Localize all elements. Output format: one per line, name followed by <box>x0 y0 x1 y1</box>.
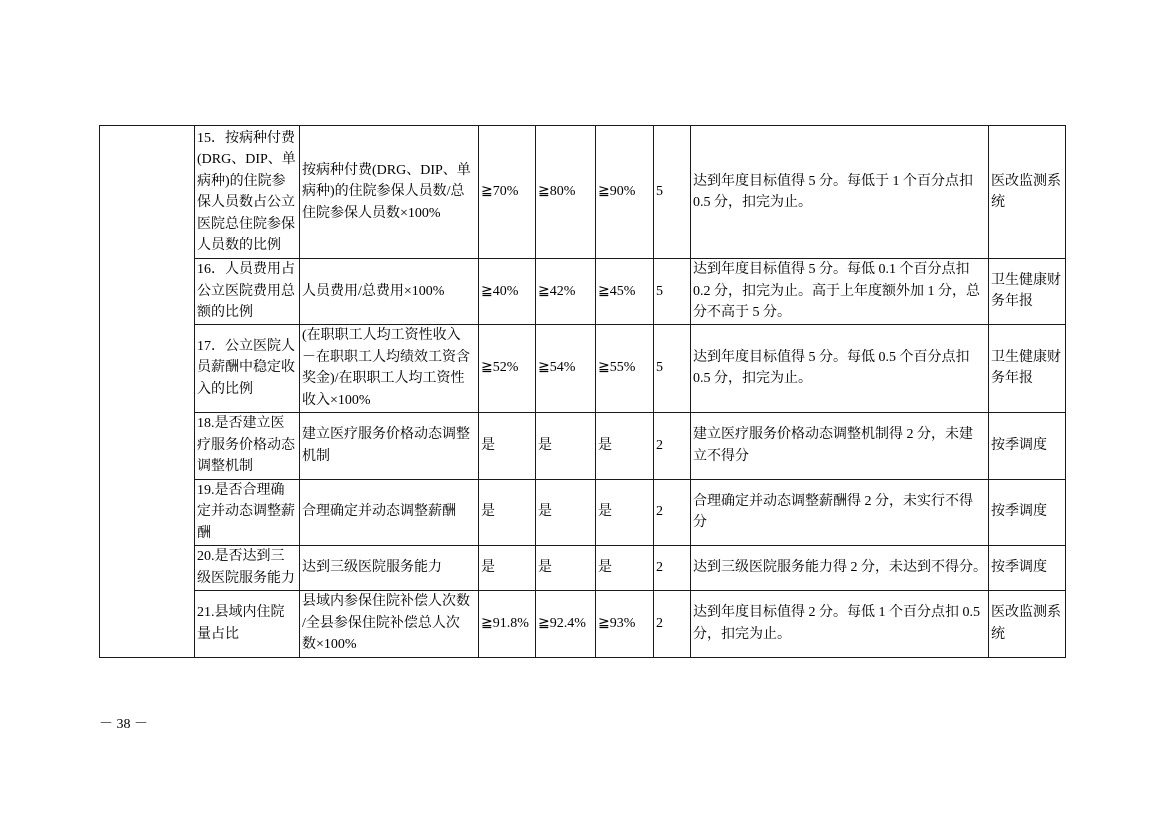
method-line: 达到年度目标值得 5 分。每低 0.1 个百分点扣 <box>693 262 970 277</box>
indicator-line: 疗服务价格动态 <box>197 437 295 453</box>
target-value: ≧55% <box>598 360 636 376</box>
target-3-cell <box>596 412 654 479</box>
indicator-line: 额的比例 <box>197 305 253 320</box>
source-line: 统 <box>991 195 1005 210</box>
source-line: 按季调度 <box>991 559 1047 575</box>
target-3-cell <box>596 479 654 545</box>
score-cell <box>654 590 691 657</box>
target-value: 是 <box>481 504 495 520</box>
score-value: 2 <box>656 504 663 520</box>
page-number: － 38 － <box>99 717 148 732</box>
method-line: 达到年度目标值得 5 分。每低 0.5 个百分点扣 <box>693 349 970 365</box>
indicator-line: 19.是否合理确 <box>197 482 285 498</box>
method-line: 0.2 分，扣完为止。高于上年度额外加 1 分，总 <box>693 283 980 299</box>
table-body <box>100 126 1066 658</box>
indicator-line: 级医院服务能力 <box>197 570 295 586</box>
score-value: 5 <box>656 184 663 200</box>
indicator-line: 调整机制 <box>197 459 253 475</box>
indicator-line: 员薪酬中稳定收 <box>197 360 295 376</box>
indicator-line: 保人员数占公立 <box>197 195 295 210</box>
scoring-method-cell <box>691 324 989 412</box>
formula-cell <box>300 259 479 325</box>
data-source-cell <box>989 259 1066 325</box>
target-1-cell <box>479 126 536 259</box>
table-row <box>100 479 1066 545</box>
target-3-cell <box>596 590 654 657</box>
scoring-method-cell <box>691 479 989 545</box>
source-line: 务年报 <box>991 371 1033 386</box>
score-cell <box>654 324 691 412</box>
target-2-cell <box>536 126 596 259</box>
formula-line: 数×100% <box>302 637 357 653</box>
score-value: 5 <box>656 360 663 376</box>
source-line: 医改监测系 <box>991 173 1061 189</box>
target-value: ≧54% <box>538 360 576 376</box>
score-cell <box>654 479 691 545</box>
target-2-cell <box>536 324 596 412</box>
target-3-cell <box>596 259 654 325</box>
target-1-cell <box>479 324 536 412</box>
method-line: 立不得分 <box>693 448 749 464</box>
indicator-cell <box>195 412 300 479</box>
score-cell <box>654 259 691 325</box>
indicator-line: 15．按病种付费 <box>197 130 295 146</box>
indicator-line: 公立医院费用总 <box>197 283 295 299</box>
score-cell <box>654 412 691 479</box>
indicator-line: 16．人员费用占 <box>197 262 295 277</box>
target-2-cell <box>536 479 596 545</box>
target-value: 是 <box>538 437 552 453</box>
table-row <box>100 590 1066 657</box>
indicator-line: 20.是否达到三 <box>197 549 285 564</box>
formula-line: 病种)的住院参保人员数/总 <box>302 184 465 200</box>
score-value: 5 <box>656 283 663 299</box>
table-row <box>100 324 1066 412</box>
method-line: 建立医疗服务价格动态调整机制得 2 分，未建 <box>693 427 973 442</box>
target-value: ≧90% <box>598 184 636 200</box>
data-source-cell <box>989 479 1066 545</box>
target-value: ≧70% <box>481 184 519 200</box>
indicator-cell <box>195 324 300 412</box>
data-source-cell <box>989 590 1066 657</box>
indicator-line: 18.是否建立医 <box>197 416 285 432</box>
target-value: ≧92.4% <box>538 615 586 631</box>
formula-line: 机制 <box>302 448 330 464</box>
indicator-cell <box>195 126 300 259</box>
target-2-cell <box>536 590 596 657</box>
formula-cell <box>300 590 479 657</box>
target-1-cell <box>479 590 536 657</box>
formula-cell <box>300 324 479 412</box>
target-value: ≧91.8% <box>481 615 529 631</box>
data-source-cell <box>989 126 1066 259</box>
formula-line: (在职职工人均工资性收入 <box>302 328 461 343</box>
target-3-cell <box>596 126 654 259</box>
indicator-line: 17．公立医院人 <box>197 338 295 354</box>
method-line: 达到年度目标值得 2 分。每低 1 个百分点扣 0.5 <box>693 605 980 620</box>
method-line: 达到三级医院服务能力得 2 分，未达到不得分。 <box>693 559 987 575</box>
scoring-method-cell <box>691 545 989 590</box>
method-line: 分，扣完为止。 <box>693 626 791 642</box>
target-1-cell <box>479 479 536 545</box>
formula-line: 达到三级医院服务能力 <box>302 559 442 575</box>
target-value: 是 <box>481 437 495 453</box>
formula-line: 按病种付费(DRG、DIP、单 <box>302 162 471 178</box>
target-1-cell <box>479 259 536 325</box>
formula-line: －在职职工人均绩效工资含 <box>302 349 470 365</box>
indicator-cell <box>195 259 300 325</box>
target-2-cell <box>536 412 596 479</box>
score-cell <box>654 545 691 590</box>
target-value: 是 <box>538 559 552 575</box>
indicator-cell <box>195 545 300 590</box>
table-row <box>100 412 1066 479</box>
target-1-cell <box>479 545 536 590</box>
target-value: ≧93% <box>598 615 636 631</box>
score-value: 2 <box>656 437 663 453</box>
indicator-line: 病种)的住院参 <box>197 173 286 189</box>
data-source-cell <box>989 324 1066 412</box>
indicator-table <box>99 125 1066 658</box>
formula-line: 收入×100% <box>302 392 371 408</box>
scoring-method-cell <box>691 126 989 259</box>
data-source-cell <box>989 545 1066 590</box>
data-source-cell <box>989 412 1066 479</box>
formula-line: /全县参保住院补偿总人次 <box>302 615 460 631</box>
target-1-cell <box>479 412 536 479</box>
target-2-cell <box>536 545 596 590</box>
target-3-cell <box>596 545 654 590</box>
target-value: 是 <box>481 559 495 575</box>
formula-line: 住院参保人员数×100% <box>302 205 441 221</box>
formula-line: 建立医疗服务价格动态调整 <box>302 427 470 442</box>
formula-line: 人员费用/总费用×100% <box>302 283 445 299</box>
formula-line: 奖金)/在职职工人均工资性 <box>302 371 465 386</box>
target-value: 是 <box>598 504 612 520</box>
source-line: 统 <box>991 626 1005 642</box>
indicator-line: 21.县域内住院 <box>197 605 285 620</box>
target-value: 是 <box>598 437 612 453</box>
indicator-cell <box>195 479 300 545</box>
score-value: 2 <box>656 615 663 631</box>
method-line: 达到年度目标值得 5 分。每低于 1 个百分点扣 <box>693 173 973 189</box>
scoring-method-cell <box>691 259 989 325</box>
category-cell <box>100 126 195 658</box>
table-row <box>100 126 1066 259</box>
formula-line: 县域内参保住院补偿人次数 <box>302 594 470 610</box>
target-3-cell <box>596 324 654 412</box>
method-line: 分 <box>693 515 707 530</box>
source-line: 卫生健康财 <box>991 272 1061 288</box>
score-value: 2 <box>656 559 663 575</box>
source-line: 医改监测系 <box>991 605 1061 620</box>
target-value: 是 <box>598 559 612 575</box>
method-line: 0.5 分，扣完为止。 <box>693 371 812 386</box>
formula-line: 合理确定并动态调整薪酬 <box>302 504 456 520</box>
scoring-method-cell <box>691 412 989 479</box>
table-row <box>100 259 1066 325</box>
indicator-cell <box>195 590 300 657</box>
indicator-line: (DRG、DIP、单 <box>197 152 296 167</box>
indicator-line: 定并动态调整薪 <box>197 504 295 520</box>
target-value: ≧42% <box>538 283 576 299</box>
table-row <box>100 545 1066 590</box>
method-line: 0.5 分，扣完为止。 <box>693 195 812 210</box>
target-value: ≧40% <box>481 283 519 299</box>
target-value: ≧52% <box>481 360 519 376</box>
source-line: 卫生健康财 <box>991 349 1061 365</box>
target-value: ≧80% <box>538 184 576 200</box>
source-line: 按季调度 <box>991 504 1047 520</box>
target-value: ≧45% <box>598 283 636 299</box>
source-line: 务年报 <box>991 294 1033 310</box>
method-line: 分不高于 5 分。 <box>693 305 791 320</box>
target-value: 是 <box>538 504 552 520</box>
formula-cell <box>300 412 479 479</box>
indicator-line: 医院总住院参保 <box>197 216 295 232</box>
method-line: 合理确定并动态调整薪酬得 2 分，未实行不得 <box>693 493 973 509</box>
scoring-method-cell <box>691 590 989 657</box>
indicator-line: 量占比 <box>197 626 239 642</box>
formula-cell <box>300 126 479 259</box>
target-2-cell <box>536 259 596 325</box>
indicator-line: 入的比例 <box>197 381 253 397</box>
formula-cell <box>300 479 479 545</box>
source-line: 按季调度 <box>991 437 1047 453</box>
formula-cell <box>300 545 479 590</box>
indicator-line: 人员数的比例 <box>197 238 281 253</box>
indicator-line: 酬 <box>197 525 211 541</box>
score-cell <box>654 126 691 259</box>
